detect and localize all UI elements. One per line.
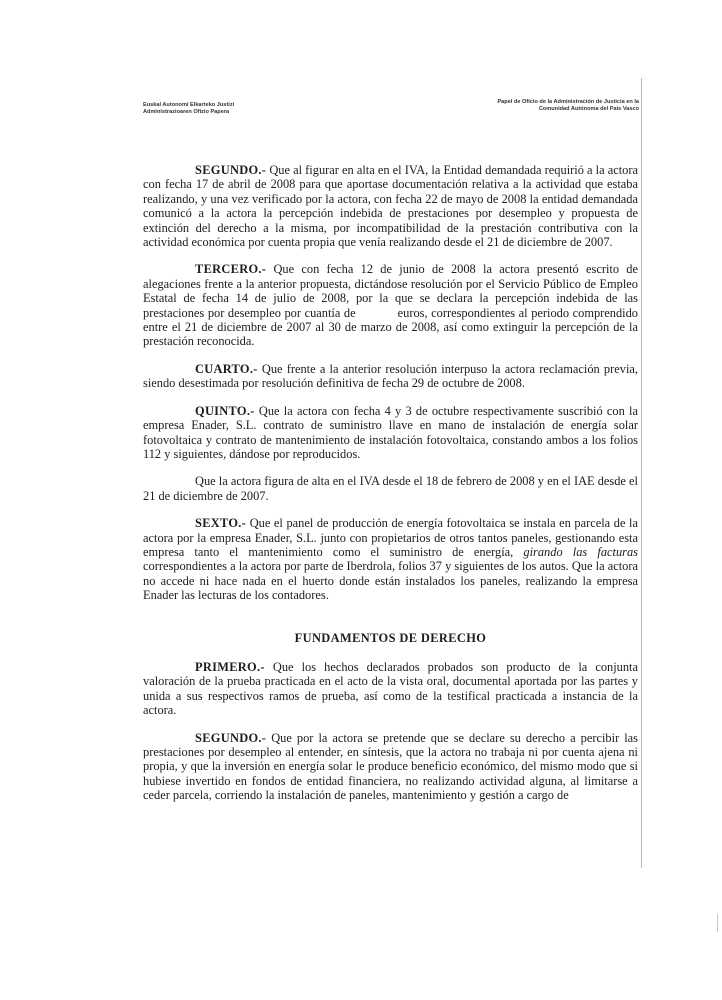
fundamentos-heading: FUNDAMENTOS DE DERECHO	[294, 630, 487, 645]
fundamento-segundo	[143, 731, 638, 803]
hecho-cuarto-text: Que frente a la anterior resolución interpuso la actora reclamación previa, siendo desestimada por resolución definitiva de fecha 29 de octubre de 2008.	[143, 361, 638, 391]
hecho-cuarto-lead: CUARTO.-	[195, 361, 258, 376]
hecho-tercero-text-b: euros, correspondientes al periodo comprendido entre el 21 de diciembre de 2007 al 30 de marzo de 2008, así como extinguir la percepción de la prestación reconocida.	[143, 305, 638, 349]
document-body	[143, 163, 638, 816]
header-left-line1: Euskal Autonomi Elkarteko Justizi	[143, 102, 235, 108]
fundamento-primero-lead: PRIMERO.-	[195, 659, 265, 674]
header-left	[143, 102, 234, 116]
header-right	[420, 99, 639, 113]
fundamento-primero	[143, 660, 638, 718]
margin-rule	[641, 78, 642, 868]
margin-rule-lower	[717, 914, 718, 932]
header-right-line2: Comunidad Autónoma del País Vasco	[538, 106, 639, 113]
hecho-tercero	[143, 262, 638, 348]
fundamento-segundo-lead: SEGUNDO.-	[195, 730, 267, 745]
fundamento-segundo-text: Que por la actora se pretende que se declare su derecho a percibir las prestaciones por desempleo al entender, en síntesis, que la actora no trabaja ni por cuenta ajena ni propia, y que la inversión en energía solar le produce beneficio económico, del mismo modo que si hubiese invertido en fondos de entidad financiera, no realizando actividad alguna, al limitarse a ceder parcela, corriendo la instalación de paneles, mantenimiento y gestión a cargo de	[143, 730, 638, 803]
header-right-line1: Papel de Oficio de la Administración de Justicia en la	[497, 99, 639, 105]
hecho-sexto-text-a: Que el panel de producción de energía fotovoltaica se instala en parcela de la actora por la empresa Enader, S.L. junto con propietarios de otros tantos paneles, gestionando esta empresa tanto el mantenimiento como el suministro de energía,	[143, 516, 638, 559]
hecho-sexto-text-b: correspondientes a la actora por parte de Iberdrola, folios 37 y siguientes de los autos. Que la actora no accede ni hace nada en el huerto donde están instalados los paneles, realizando la empresa Enader las lecturas de los contadores.	[143, 559, 638, 603]
hecho-segundo-lead: SEGUNDO.-	[195, 163, 267, 177]
hecho-sexto-lead: SEXTO.-	[195, 516, 247, 531]
hecho-quinto-text: Que la actora con fecha 4 y 3 de octubre respectivamente suscribió con la empresa Enader, S.L. contrato de suministro llave en mano de instalación de energía solar fotovoltaica y contrato de mantenimiento de instalación fotovoltaica, constando ambos a los folios 112 y siguientes, dándose por reproducidos.	[143, 403, 638, 461]
hecho-quinto-continuation: Que la actora figura de alta en el IVA desde el 18 de febrero de 2008 y en el IAE desde el 21 de diciembre de 2007.	[143, 474, 638, 503]
hecho-quinto	[143, 404, 638, 462]
header-left-line2: Administrazioaren Ofizio Papera	[143, 109, 230, 116]
hecho-segundo	[143, 163, 638, 249]
hecho-quinto-lead: QUINTO.-	[195, 403, 255, 418]
hecho-tercero-lead: TERCERO.-	[195, 262, 267, 277]
hecho-tercero-text-a: Que con fecha 12 de junio de 2008 la actora presentó escrito de alegaciones frente a la anterior propuesta, dictándose resolución por el Servicio Público de Empleo Estatal de fecha 14 de julio de 2008, por la que se declara la percepción indebida de las prestaciones por desempleo por cuantía de	[143, 262, 638, 320]
hecho-sexto	[143, 516, 638, 602]
fundamento-primero-text: Que los hechos declarados probados son producto de la conjunta valoración de la prueba practicada en el acto de la vista oral, documental aportada por las partes y unida a sus respectivos ramos de prueba, así como de la testifical practicada a instancia de la actora.	[143, 659, 638, 718]
hecho-cuarto	[143, 362, 638, 391]
hecho-segundo-text: Que al figurar en alta en el IVA, la Entidad demandada requirió a la actora con fecha 17 de abril de 2008 para que aportase documentación relativa a la actividad que estaba realizando, y una vez verificado por la actora, con fecha 22 de mayo de 2008 la entidad demandada comunicó a la actora la percepción indebida de prestaciones por desempleo y propuesta de extinción del derecho a la misma, por incompatibilidad de la prestación contributiva con la actividad económica por cuenta propia que venía realizando desde el 21 de diciembre de 2007.	[143, 163, 638, 250]
hecho-sexto-italic: girando las facturas	[513, 544, 638, 559]
